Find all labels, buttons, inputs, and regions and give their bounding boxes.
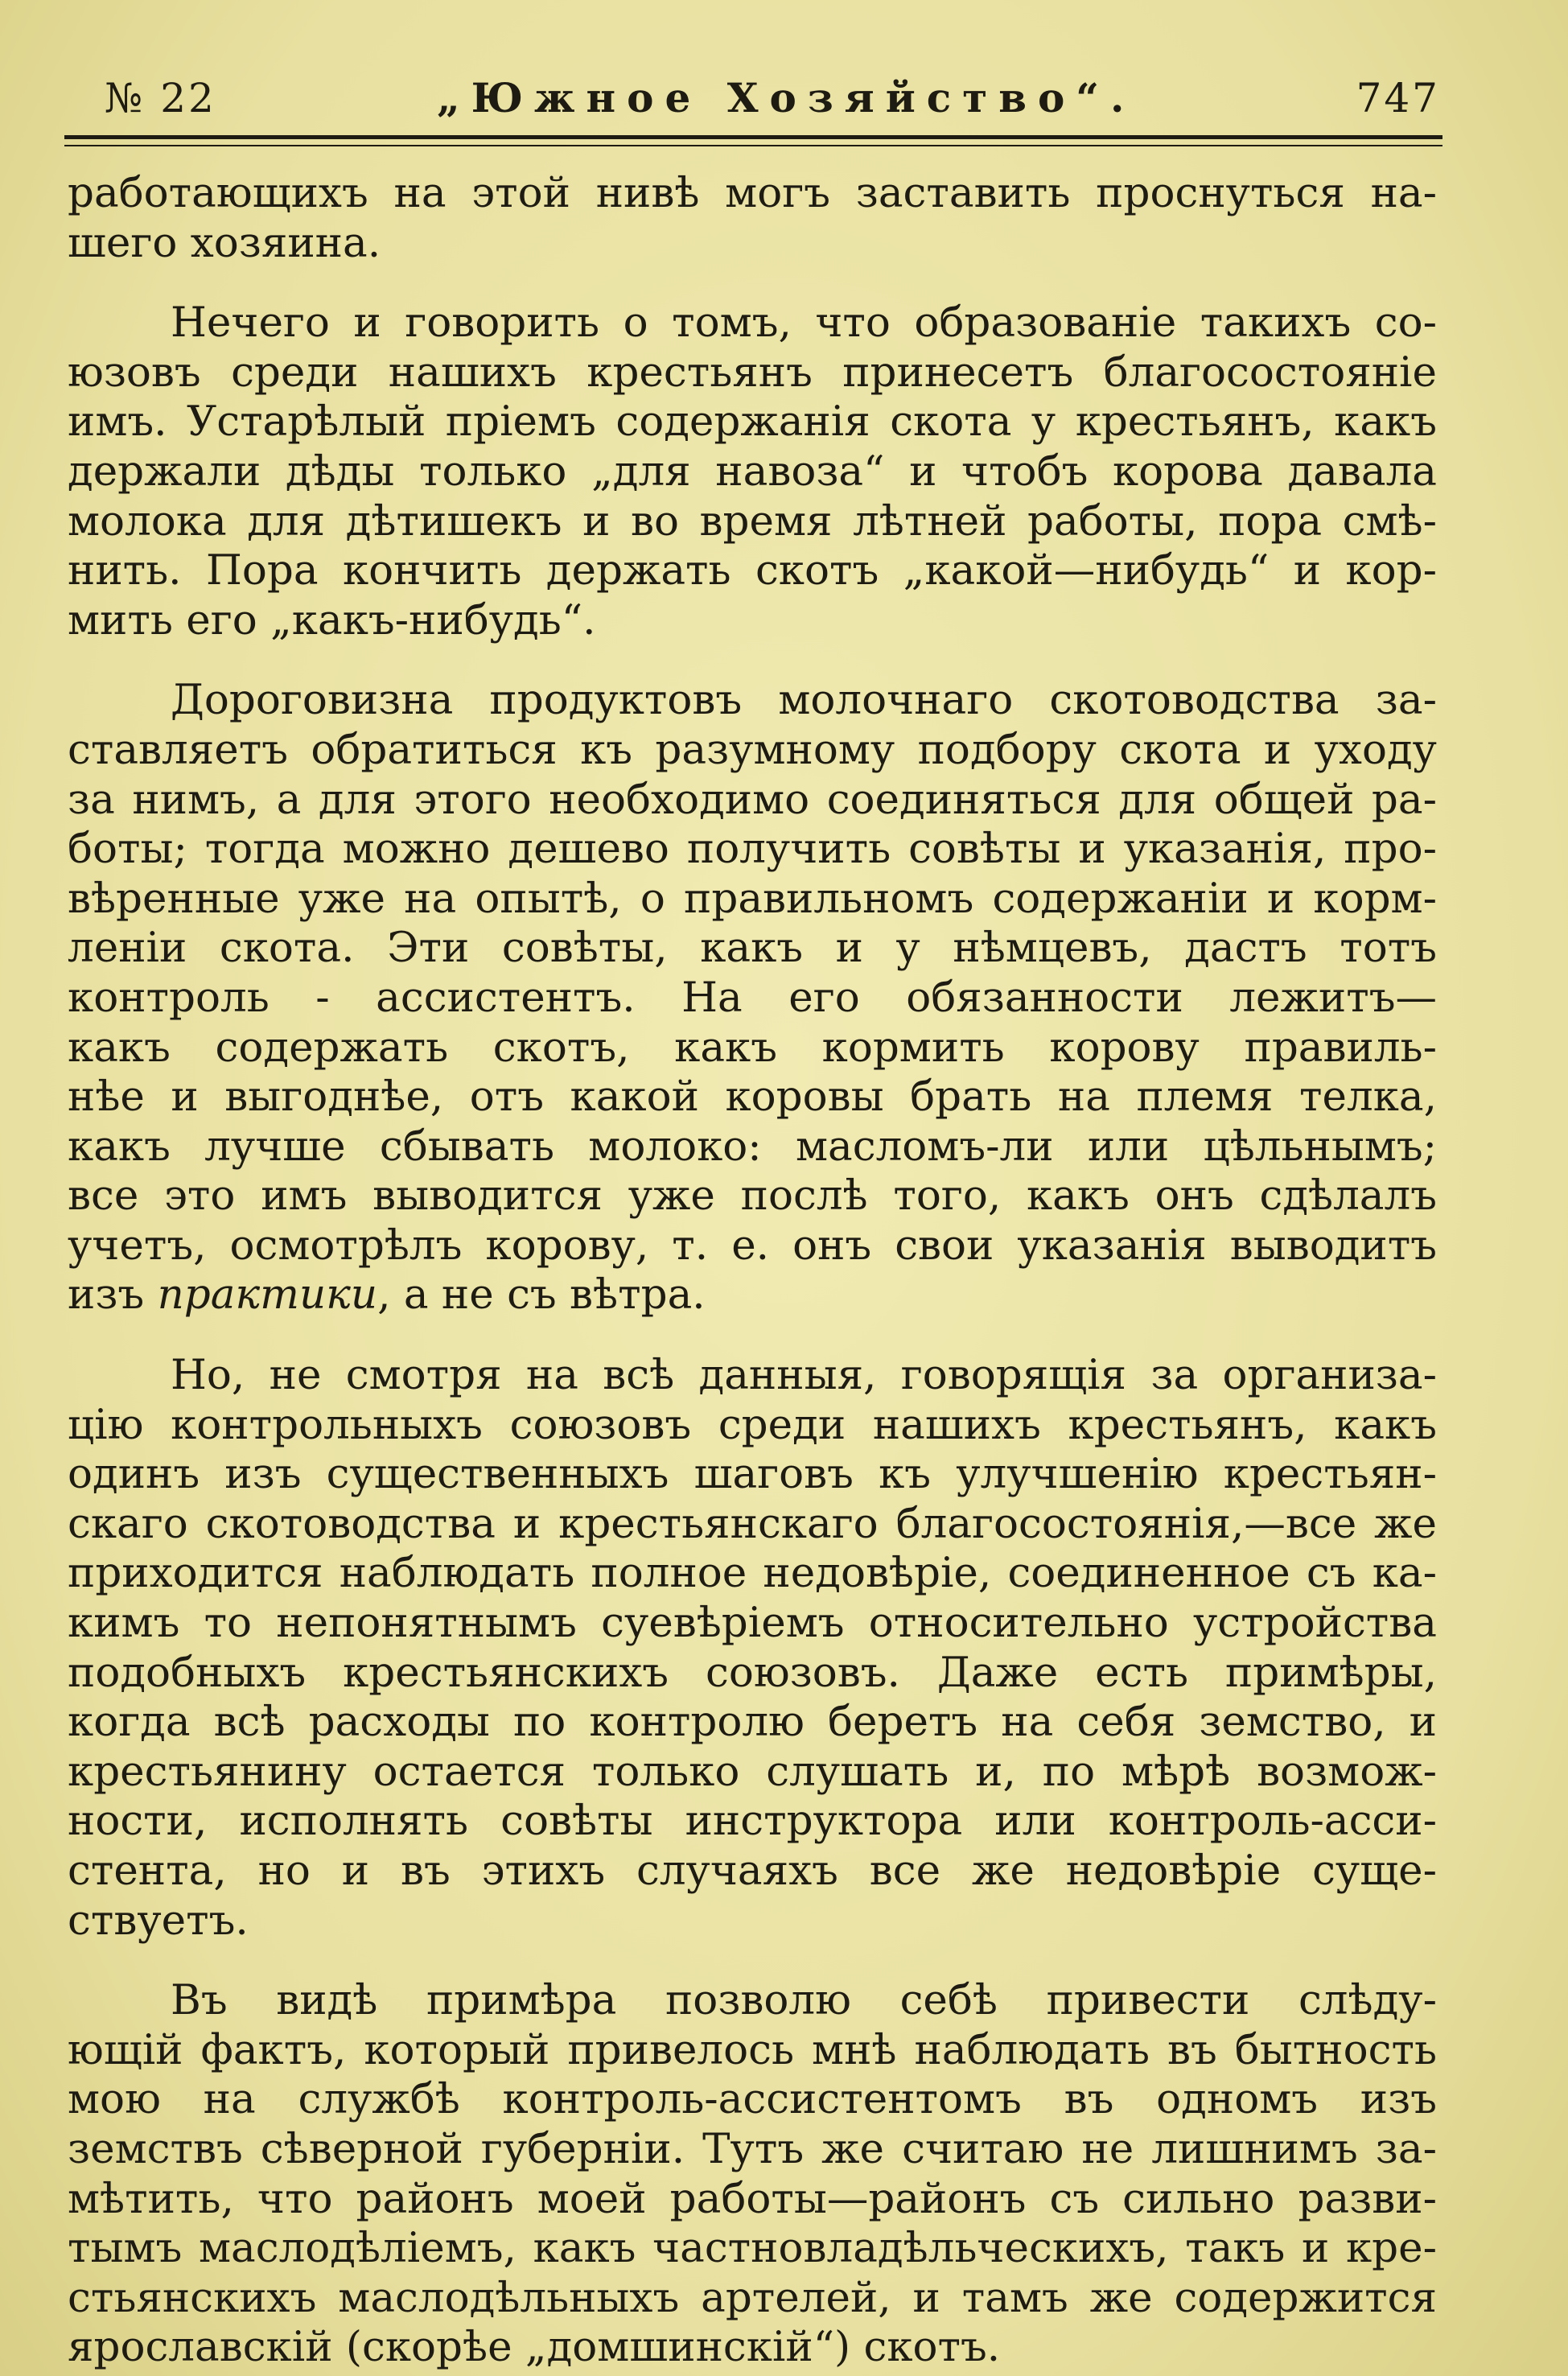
text-line: крестьянину остается только слушать и, по мѣрѣ возмож-: [68, 1747, 1437, 1796]
text-line: имъ. Устарѣлый пріемъ содержанія скота у крестьянъ, какъ: [68, 397, 1437, 447]
text-fragment: изъ: [68, 1270, 158, 1320]
text-line: когда всѣ расходы по контролю беретъ на себя земство, и: [68, 1698, 1437, 1747]
text-line: молока для дѣтишекъ и во время лѣтней работы, пора смѣ-: [68, 496, 1437, 546]
text-line: мѣтить, что районъ моей работы—районъ съ сильно разви-: [68, 2174, 1437, 2223]
text-line: боты; тогда можно дешево получить совѣты и указанія, про-: [68, 825, 1437, 874]
header-rule-thin: [64, 145, 1442, 146]
header-rule-thick: [64, 135, 1442, 139]
text-line: стента, но и въ этихъ случаяхъ все же недовѣріе суще-: [68, 1847, 1437, 1895]
text-line: контроль - ассистентъ. На его обязанности лежитъ—: [68, 973, 1437, 1022]
text-line: мить его „какъ-нибудь“.: [68, 595, 596, 644]
text-line: юзовъ среди нашихъ крестьянъ принесетъ благосостояніе: [68, 348, 1437, 397]
text-line: приходится наблюдать полное недовѣріе, соединенное съ ка-: [68, 1549, 1437, 1598]
journal-title: „Южное Хозяйство“.: [436, 74, 1136, 121]
text-line: ствуетъ.: [68, 1896, 249, 1945]
text-line: какъ лучше сбывать молоко: масломъ-ли или цѣльнымъ;: [68, 1122, 1437, 1171]
paragraph-1: [68, 169, 1437, 268]
text-line: учетъ, осмотрѣлъ корову, т. е. онъ свои указанія выводитъ: [68, 1221, 1437, 1270]
text-line: шего хозяина.: [68, 218, 381, 267]
text-line: подобныхъ крестьянскихъ союзовъ. Даже есть примѣры,: [68, 1648, 1437, 1697]
running-header: [105, 74, 1440, 130]
text-line: нѣе и выгоднѣе, отъ какой коровы брать на племя телка,: [68, 1073, 1437, 1122]
article-body: [68, 169, 1437, 2373]
text-line: скаго скотоводства и крестьянскаго благосостоянія,—все же: [68, 1499, 1437, 1548]
text-line: Нечего и говорить о томъ, что образованіе такихъ со-: [171, 299, 1437, 348]
text-line: [68, 1270, 1437, 1320]
text-line: держали дѣды только „для навоза“ и чтобъ корова давала: [68, 447, 1437, 496]
text-line: вѣренные уже на опытѣ, о правильномъ содержаніи и корм-: [68, 874, 1437, 923]
text-line: леніи скота. Эти совѣты, какъ и у нѣмцевъ, дастъ тотъ: [68, 924, 1437, 973]
text-line: все это имъ выводится уже послѣ того, какъ онъ сдѣлалъ: [68, 1172, 1437, 1221]
text-line: тымъ маслодѣліемъ, какъ частновладѣльческихъ, такъ и кре-: [68, 2224, 1437, 2273]
issue-number: № 22: [105, 75, 216, 121]
text-line: работающихъ на этой нивѣ могъ заставить проснуться на-: [68, 169, 1437, 217]
text-line: ности, исполнять совѣты инструктора или контроль-асси-: [68, 1797, 1437, 1846]
text-line: кимъ то непонятнымъ суевѣріемъ относительно устройства: [68, 1599, 1437, 1648]
text-line: ющій фактъ, который привелось мнѣ наблюдать въ бытность: [68, 2025, 1437, 2074]
paragraph-5: [68, 1976, 1437, 2373]
text-line: за нимъ, а для этого необходимо соединяться для общей ра-: [68, 775, 1437, 824]
text-line: какъ содержать скотъ, какъ кормить корову правиль-: [68, 1023, 1437, 1072]
text-line: ставляетъ обратиться къ разумному подбору скота и уходу: [68, 725, 1437, 774]
text-line: мою на службѣ контроль-ассистентомъ въ одномъ изъ: [68, 2075, 1437, 2124]
paragraph-3: [68, 676, 1437, 1320]
text-line: Въ видѣ примѣра позволю себѣ привести слѣду-: [171, 1976, 1437, 2025]
text-line: стьянскихъ маслодѣльныхъ артелей, и тамъ же содержится: [68, 2273, 1437, 2322]
paragraph-4: [68, 1351, 1437, 1946]
page-number: 747: [1356, 75, 1440, 121]
text-line: Дороговизна продуктовъ молочнаго скотоводства за-: [171, 676, 1437, 725]
text-line: одинъ изъ существенныхъ шаговъ къ улучшенію крестьян-: [68, 1450, 1437, 1499]
text-line: нить. Пора кончить держать скотъ „какой—нибудь“ и кор-: [68, 546, 1437, 595]
text-line: земствъ сѣверной губерніи. Тутъ же считаю не лишнимъ за-: [68, 2124, 1437, 2173]
paragraph-2: [68, 299, 1437, 645]
text-line: цію контрольныхъ союзовъ среди нашихъ крестьянъ, какъ: [68, 1400, 1437, 1449]
italic-emphasis: практики: [157, 1270, 378, 1320]
text-fragment: , а не съ вѣтра.: [377, 1270, 706, 1320]
text-line: ярославскій (скорѣе „домшинскій“) скотъ.: [68, 2323, 1001, 2372]
text-line: Но, не смотря на всѣ данныя, говорящія за организа-: [171, 1351, 1437, 1400]
